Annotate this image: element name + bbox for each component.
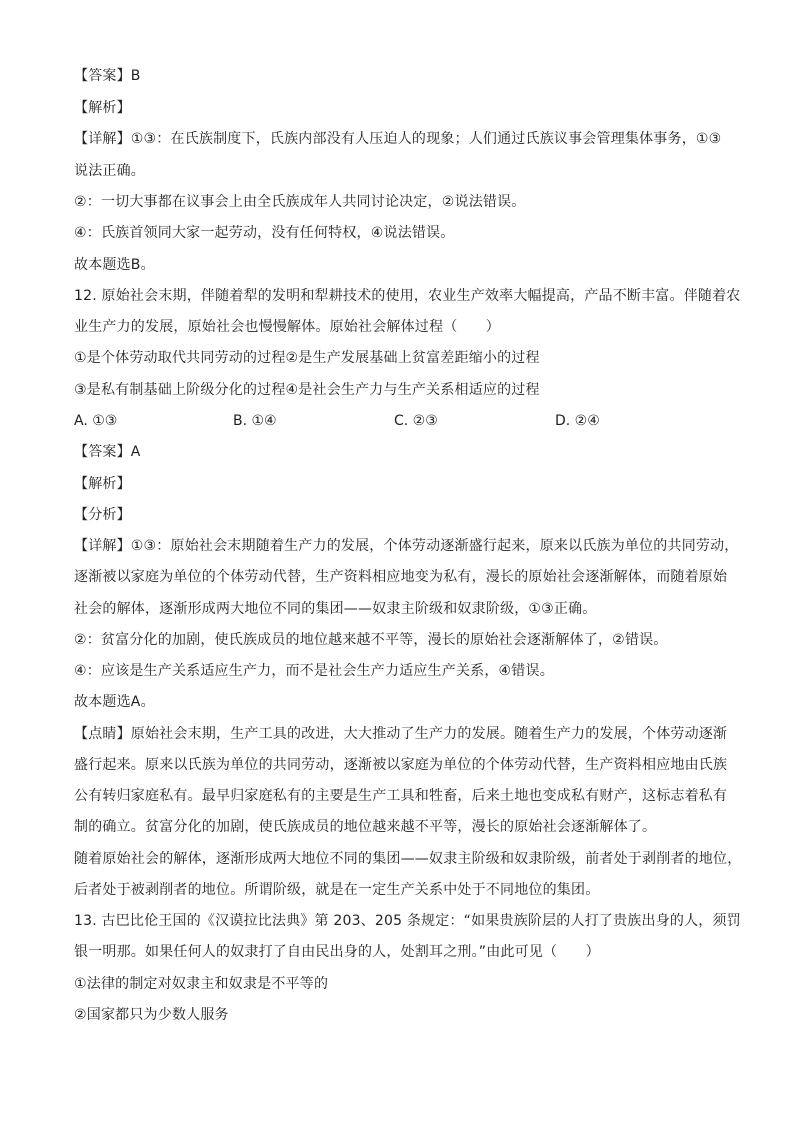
detail-12-line-5: ④：应该是生产关系适应生产力，而不是社会生产力适应生产关系，④错误。 (74, 663, 554, 679)
question-12-item-2: ③是私有制基础上阶级分化的过程④是社会生产力与生产关系相适应的过程 (74, 382, 540, 398)
question-12-stem-1: 12. 原始社会末期，伴随着犁的发明和犁耕技术的使用，农业生产效率大幅提高，产品不断丰富。伴随着农 (74, 288, 741, 304)
detail-12-line-4: ②：贫富分化的加剧，使氏族成员的地位越来越不平等，漫长的原始社会逐渐解体了，②错误。 (74, 632, 668, 648)
answer-11: 【答案】B (74, 68, 141, 84)
question-12-stem-2: 业生产力的发展，原始社会也慢慢解体。原始社会解体过程（ ） (74, 319, 500, 335)
question-13-stem-1: 13. 古巴比伦王国的《汉谟拉比法典》第 203、205 条规定：“如果贵族阶层的人打了贵族出身的人，须罚 (74, 913, 741, 929)
detail-11-line-1: 【详解】①③：在氏族制度下，氏族内部没有人压迫人的现象；人们通过氏族议事会管理集体事务，①③ (74, 131, 722, 147)
dianjing-line-4: 制的确立。贫富分化的加剧，使氏族成员的地位越来越不平等，漫长的原始社会逐渐解体了。 (74, 819, 657, 835)
question-13-stem-2: 银一明那。如果任何人的奴隶打了自由民出身的人，处割耳之刑。”由此可见（ ） (74, 944, 600, 960)
question-13-item-2: ②国家都只为少数人服务 (74, 1007, 229, 1023)
dianjing-line-2: 盛行起来。原来以氏族为单位的共同劳动，逐渐被以家庭为单位的个体劳动代替，生产资料相应地由氏族 (74, 757, 728, 773)
question-13-item-1: ①法律的制定对奴隶主和奴隶是不平等的 (74, 976, 329, 992)
detail-11-line-3: ②：一切大事都在议事会上由全氏族成年人共同讨论决定，②说法错误。 (74, 194, 526, 210)
answer-12: 【答案】A (74, 444, 141, 460)
detail-11-line-2: 说法正确。 (74, 163, 145, 179)
detail-12-line-1: 【详解】①③：原始社会末期随着生产力的发展，个体劳动逐渐盛行起来，原来以氏族为单位的共同劳动， (74, 538, 739, 554)
analysis-11: 【解析】 (74, 100, 131, 116)
dianjing-line-3: 公有转归家庭私有。最早归家庭私有的主要是生产工具和牲畜，后来土地也变成私有财产，这标志着私有 (74, 788, 728, 804)
option-c: C. ②③ (394, 413, 438, 429)
detail-12-line-3: 社会的解体，逐渐形成两大地位不同的集团——奴隶主阶级和奴隶阶级，①③正确。 (74, 601, 597, 617)
option-b: B. ①④ (233, 413, 277, 429)
dianjing-line-5: 随着原始社会的解体，逐渐形成两大地位不同的集团——奴隶主阶级和奴隶阶级，前者处于剥削者的地位， (74, 851, 742, 867)
detail-11-line-4: ④：氏族首领同大家一起劳动，没有任何特权，④说法错误。 (74, 225, 455, 241)
dianjing-line-1: 【点睛】原始社会末期，生产工具的改进，大大推动了生产力的发展。随着生产力的发展，个体劳动逐渐 (74, 726, 728, 742)
analysis-12: 【解析】 (74, 476, 131, 492)
detail-12-line-2: 逐渐被以家庭为单位的个体劳动代替，生产资料相应地变为私有，漫长的原始社会逐渐解体，而随着原始 (74, 569, 728, 585)
option-d: D. ②④ (555, 413, 600, 429)
conclusion-11: 故本题选B。 (74, 257, 155, 273)
conclusion-12: 故本题选A。 (74, 694, 155, 710)
option-a: A. ①③ (74, 413, 118, 429)
question-12-item-1: ①是个体劳动取代共同劳动的过程②是生产发展基础上贫富差距缩小的过程 (74, 350, 540, 366)
dianjing-line-6: 后者处于被剥削者的地位。所谓阶级，就是在一定生产关系中处于不同地位的集团。 (74, 882, 600, 898)
fenxi-12: 【分析】 (74, 507, 131, 523)
